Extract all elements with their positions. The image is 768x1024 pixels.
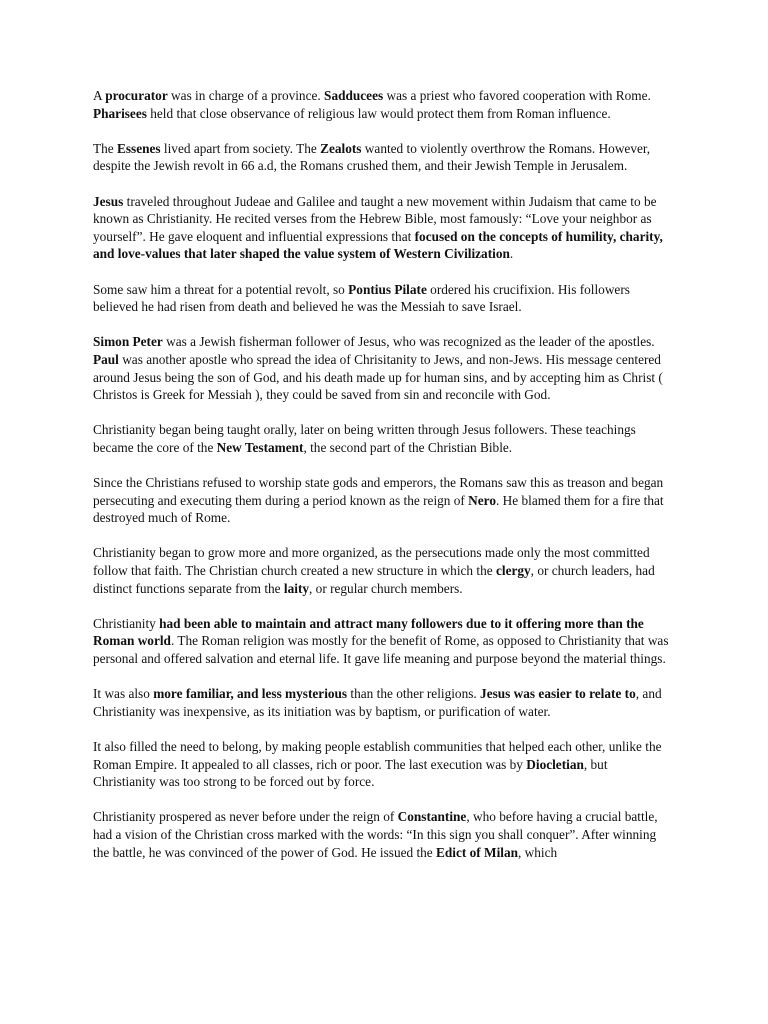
bold-term: New Testament <box>216 439 304 455</box>
paragraph-text: was a Jewish fisherman follower of Jesus, who was recognized as the leader of the apostles. <box>162 334 655 350</box>
paragraph-9 <box>93 615 673 668</box>
bold-term: had been able to maintain and attract many followers due to it offering more than the Roman world <box>93 615 644 649</box>
paragraph-1 <box>93 87 673 122</box>
bold-term: Simon Peter <box>93 334 163 350</box>
paragraph-text: It was also <box>93 686 154 702</box>
paragraph-text: than the other religions. <box>347 686 481 702</box>
bold-term: Nero <box>468 492 496 508</box>
bold-term: Diocletian <box>526 756 584 772</box>
bold-term: Jesus was easier to relate to <box>480 686 636 702</box>
bold-term: Paul <box>93 351 119 367</box>
paragraph-text: It also filled the need to belong, by making people establish communities that helped each other, unlike the Roman Empire. It appealed to all classes, rich or poor. The last execution was by <box>93 738 662 772</box>
paragraph-text: , which <box>518 844 558 860</box>
paragraph-text: Christianity began being taught orally, later on being written through Jesus followers. These teachings became the core of the <box>93 422 636 455</box>
paragraph-text: held that close observance of religious law would protect them from Roman influence. <box>146 105 611 121</box>
paragraph-text: was a priest who favored cooperation with Rome. <box>383 88 651 103</box>
bold-term: laity <box>283 580 310 596</box>
paragraph-text: , but Christianity was too strong to be forced out by force. <box>93 756 608 790</box>
paragraph-text: ordered his crucifixion. His followers believed he had risen from death and believed he was the Messiah to save Israel. <box>93 281 630 315</box>
paragraph-7 <box>93 474 673 527</box>
paragraph-12 <box>93 808 673 861</box>
paragraph-text: , and Christianity was inexpensive, as its initiation was by baptism, or purification of water. <box>93 686 662 719</box>
paragraph-text: Christianity <box>93 615 160 631</box>
bold-term: procurator <box>105 88 168 103</box>
paragraph-11 <box>93 738 673 791</box>
bold-term: Jesus <box>93 193 124 209</box>
paragraph-text: lived apart from society. The <box>160 140 321 156</box>
paragraph-text: Christianity began to grow more and more organized, as the persecutions made only the most committed follow that faith. The Christian church created a new structure in which the <box>93 545 650 579</box>
paragraph-5 <box>93 333 673 403</box>
paragraph-text: was another apostle who spread the idea of Chrisitanity to Jews, and non-Jews. His message centered around Jesus being the son of God, and his death made up for human sins, and by accepting him as Christ ( Christos is Greek for Messiah ), they could be saved from sin and reconcile with God. <box>93 351 663 403</box>
paragraph-3 <box>93 193 673 263</box>
bold-term: Zealots <box>320 140 362 156</box>
paragraph-text: . <box>509 246 514 262</box>
paragraph-text: wanted to violently overthrow the Romans. However, despite the Jewish revolt in 66 a.d, the Romans crushed them, and their Jewish Temple in Jerusalem. <box>93 140 651 174</box>
paragraph-4 <box>93 281 673 316</box>
bold-term: Constantine <box>397 809 467 825</box>
bold-term: Edict of Milan <box>436 844 519 860</box>
paragraph-text: . The Roman religion was mostly for the benefit of Rome, as opposed to Christianity that was personal and offered salvation and eternal life. It gave life meaning and purpose beyond the material things. <box>93 633 669 666</box>
paragraph-2 <box>93 140 673 175</box>
paragraph-text: Some saw him a threat for a potential revolt, so <box>93 281 349 297</box>
paragraph-text: , or church leaders, had distinct functions separate from the <box>93 563 655 596</box>
paragraph-text: , or regular church members. <box>309 580 463 596</box>
document-page <box>93 87 673 879</box>
paragraph-text: was in charge of a province. <box>167 88 325 103</box>
bold-term: Pontius Pilate <box>348 281 427 297</box>
paragraph-text: , who before having a crucial battle, had a vision of the Christian cross marked with the words: “In this sign you shall conquer”. After winning the battle, he was convinced of the power of God. He issued the <box>93 809 658 860</box>
paragraph-text: The <box>93 140 117 156</box>
paragraph-text: , the second part of the Christian Bible. <box>303 439 513 455</box>
bold-term: Pharisees <box>93 105 147 121</box>
bold-term: clergy <box>495 563 531 579</box>
bold-term: more familiar, and less mysterious <box>153 686 348 702</box>
paragraph-text: A <box>93 88 106 103</box>
paragraph-text: Christianity prospered as never before under the reign of <box>93 809 398 825</box>
bold-term: focused on the concepts of humility, charity, and love-values that later shaped the value system of Western Civilization <box>93 228 663 262</box>
paragraph-6 <box>93 421 673 456</box>
bold-term: Sadducees <box>324 88 384 103</box>
bold-term: Essenes <box>117 140 161 156</box>
paragraph-8 <box>93 544 673 597</box>
paragraph-text: Since the Christians refused to worship state gods and emperors, the Romans saw this as treason and began persecuting and executing them during a period known as the reign of <box>93 475 664 508</box>
paragraph-text: . He blamed them for a fire that destroyed much of Rome. <box>93 492 664 526</box>
paragraph-10 <box>93 685 673 720</box>
paragraph-text: traveled throughout Judeae and Galilee and taught a new movement within Judaism that came to be known as Christianity. He recited verses from the Hebrew Bible, most famously: “Love your neighbor as yourself”. He gave eloquent and influential expressions that <box>93 193 657 244</box>
